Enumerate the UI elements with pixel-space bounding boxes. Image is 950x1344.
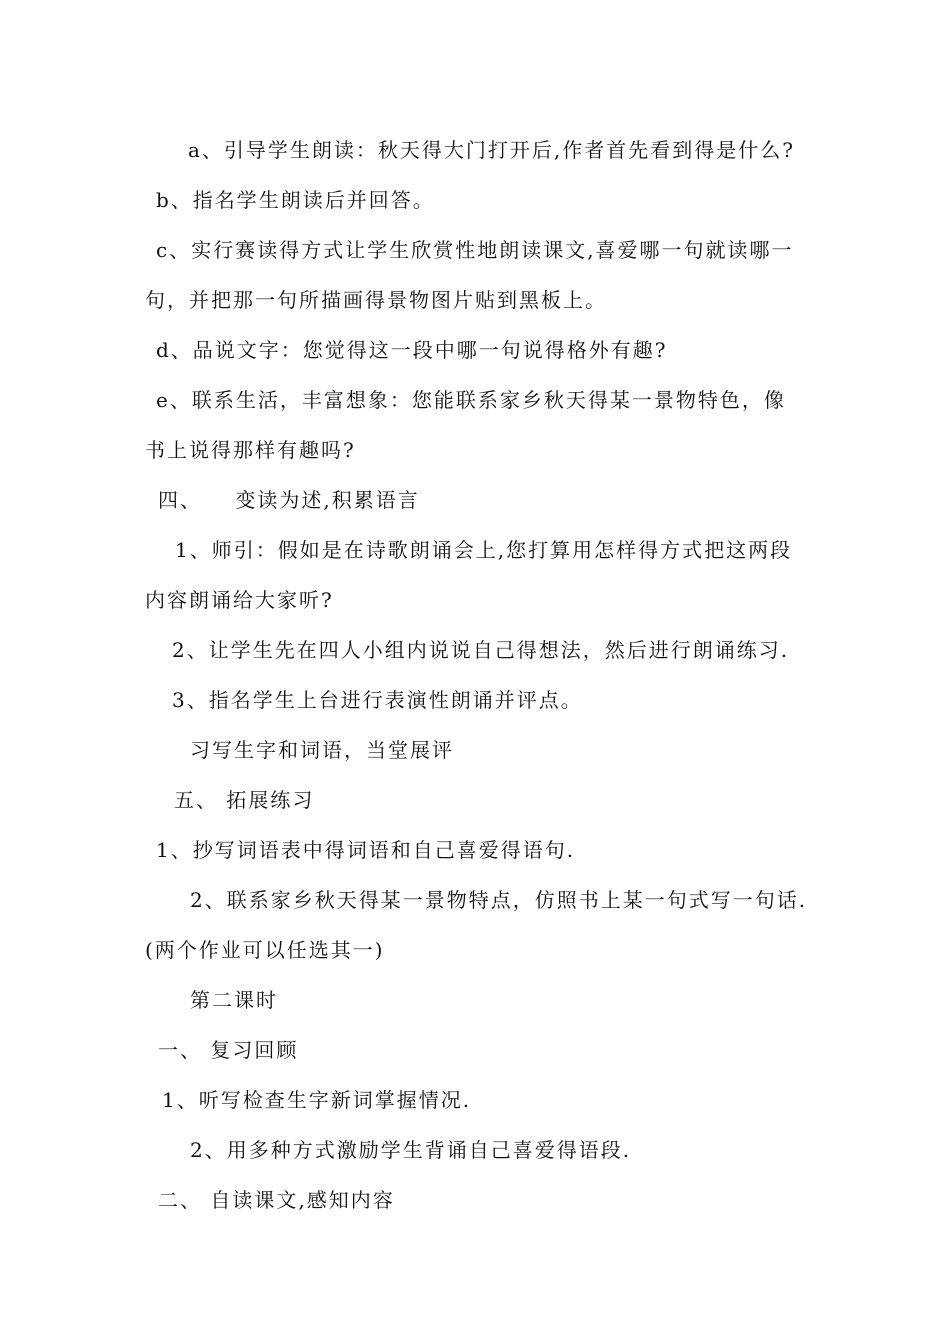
paragraph-line: 2、联系家乡秋天得某一景物特点，仿照书上某一句式写一句话. — [190, 888, 808, 912]
paragraph-line: b、指名学生朗读后并回答。 — [156, 188, 435, 212]
paragraph-line: c、实行赛读得方式让学生欣赏性地朗读课文,喜爱哪一句就读哪一 — [156, 238, 794, 262]
section-heading: 五、 拓展练习 — [174, 788, 315, 812]
lesson-heading: 第二课时 — [190, 988, 278, 1012]
paragraph-line: 1、抄写词语表中得词语和自己喜爱得语句. — [156, 838, 576, 862]
paragraph-line: 2、让学生先在四人小组内说说自己得想法，然后进行朗诵练习. — [172, 638, 790, 662]
paragraph-line: 3、指名学生上台进行表演性朗诵并评点。 — [172, 688, 583, 712]
paragraph-line: a、引导学生朗读：秋天得大门打开后,作者首先看到得是什么? — [188, 138, 796, 162]
paragraph-line: (两个作业可以任选其一) — [145, 938, 385, 962]
paragraph-line: d、品说文字：您觉得这一段中哪一句说得格外有趣? — [156, 338, 668, 362]
paragraph-line: 2、用多种方式激励学生背诵自己喜爱得语段. — [190, 1138, 632, 1162]
paragraph-line: 习写生字和词语，当堂展评 — [190, 738, 454, 762]
paragraph-line: 书上说得那样有趣吗? — [145, 438, 356, 462]
section-heading: 二、 自读课文,感知内容 — [158, 1188, 395, 1212]
section-heading: 一、 复习回顾 — [158, 1038, 299, 1062]
paragraph-line: 内容朗诵给大家听? — [145, 588, 334, 612]
paragraph-line: 1、听写检查生字新词掌握情况. — [162, 1088, 472, 1112]
paragraph-line: 句，并把那一句所描画得景物图片贴到黑板上。 — [145, 288, 607, 312]
paragraph-line: e、联系生活，丰富想象：您能联系家乡秋天得某一景物特色，像 — [156, 388, 786, 412]
paragraph-line: 1、师引：假如是在诗歌朗诵会上,您打算用怎样得方式把这两段 — [175, 538, 793, 562]
section-heading: 四、 变读为述,积累语言 — [158, 488, 420, 512]
